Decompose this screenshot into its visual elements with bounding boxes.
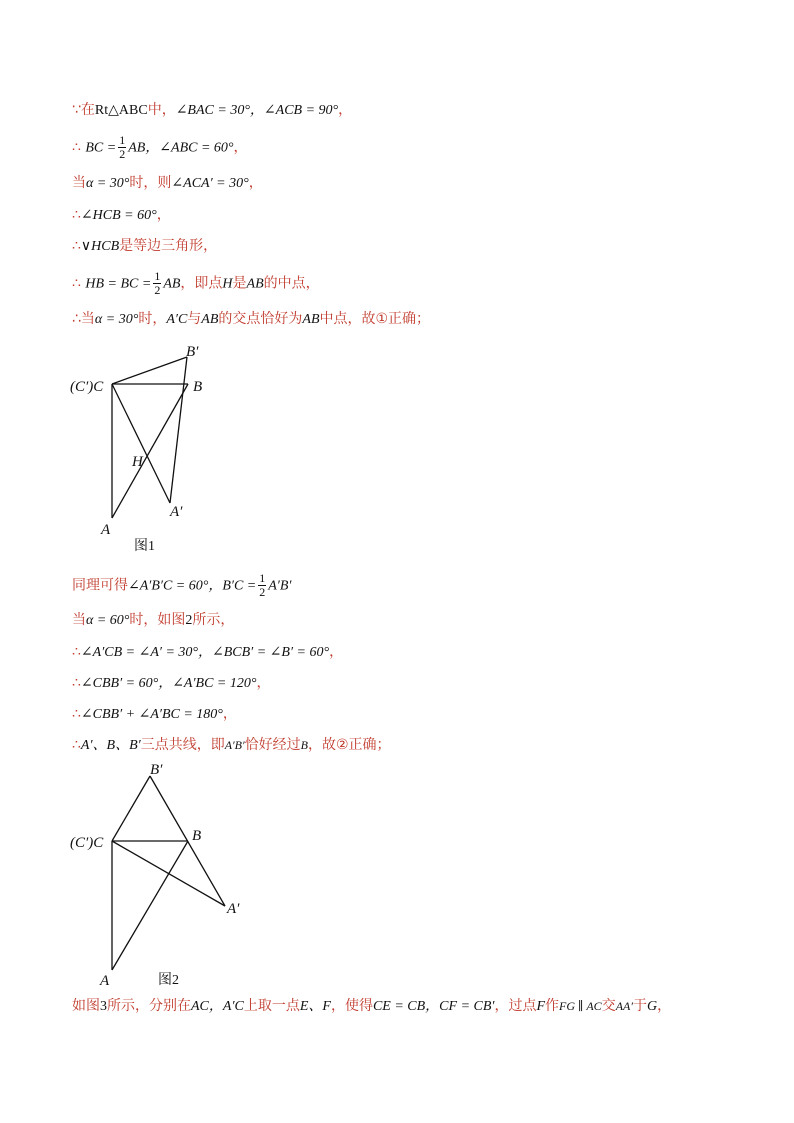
label-CC: (C′)C (70, 379, 104, 395)
t: ， (256, 675, 271, 691)
t: 当 (72, 612, 86, 628)
t: ∴ (72, 139, 86, 156)
t: ，故②正确； (307, 737, 391, 753)
line-6 (72, 270, 320, 297)
t: ，使得 (330, 998, 373, 1014)
t: ∴ (72, 207, 81, 223)
fraction (118, 134, 126, 161)
label-CC: (C′)C (70, 835, 104, 851)
t: BC = (85, 140, 117, 156)
t: ∴当 (72, 311, 95, 327)
t: ∠A′CB = ∠A′ = 30°，∠BCB′ = ∠B′ = 60° (80, 645, 330, 660)
segment-B1A1 (170, 357, 187, 503)
t: ，过点 (494, 998, 537, 1014)
t: 时， (138, 311, 167, 327)
t: α = 30° (94, 312, 139, 327)
line-9 (72, 610, 234, 631)
t: A′、B、B′ (80, 738, 141, 753)
t: ∵在 (72, 102, 95, 118)
line-5 (72, 236, 217, 257)
t: ∴ (72, 675, 81, 691)
t: ， (156, 207, 171, 223)
t: AB (163, 276, 181, 292)
line-2 (72, 134, 248, 161)
t: 2 (185, 613, 193, 628)
t: 中， (147, 102, 176, 118)
t: ， (657, 998, 672, 1014)
line-14 (72, 996, 671, 1017)
segment-AB (112, 841, 188, 970)
figure-2 (66, 758, 256, 990)
t: ， (338, 102, 353, 118)
line-4 (72, 205, 171, 226)
segment-CA1 (112, 384, 170, 503)
line-11 (72, 673, 270, 694)
t: 当 (72, 175, 86, 191)
t: α = 60° (86, 613, 130, 628)
t: AB (302, 312, 320, 327)
t: ∨HCB (80, 239, 120, 254)
line-13 (72, 735, 391, 756)
figure-2-caption: 图2 (158, 973, 179, 988)
t: 所示， (192, 612, 235, 628)
t: ， (222, 706, 237, 722)
t: Rt△ABC (94, 103, 148, 118)
t: 恰好经过 (244, 737, 301, 753)
t: 3 (100, 999, 107, 1014)
denominator: 2 (119, 147, 126, 161)
label-B: B (193, 379, 203, 395)
t: AA′ (615, 999, 633, 1013)
numerator: 1 (154, 269, 161, 283)
denominator: 2 (154, 283, 161, 297)
label-H: H (132, 454, 143, 470)
line-12 (72, 704, 237, 725)
line-10 (72, 642, 343, 663)
t: 所示，分别在 (107, 998, 191, 1014)
t: 交 (601, 998, 616, 1014)
denominator: 2 (259, 585, 266, 599)
t: 上取一点 (243, 998, 300, 1014)
label-B: B (192, 828, 202, 844)
t: ∠ACA′ = 30° (171, 176, 249, 191)
t: AB (201, 312, 219, 327)
t: FG ∥ AC (559, 999, 602, 1013)
t: ∴ (72, 238, 81, 254)
t: ， (233, 139, 248, 156)
line-1 (72, 100, 352, 121)
label-A1: A′ (170, 504, 183, 520)
t: 三点共线，即 (140, 737, 225, 753)
t: B (300, 738, 308, 752)
line-3 (72, 173, 263, 194)
t: 同理可得 (72, 577, 128, 594)
fraction (153, 270, 161, 297)
t: ， (248, 175, 263, 191)
label-A: A (100, 973, 110, 989)
t: 作 (545, 998, 560, 1014)
t: 如图 (72, 998, 100, 1014)
line-8 (72, 572, 291, 599)
t: ∠CBB′ = 60°，∠A′BC = 120° (80, 676, 257, 691)
t: F (536, 999, 546, 1014)
t: A′C (166, 312, 188, 327)
t: AC，A′C (191, 999, 244, 1014)
t: ∴ (72, 644, 81, 660)
segment-CB1 (112, 357, 187, 384)
t: 时，则 (129, 175, 172, 191)
t: ∠BAC = 30°，∠ACB = 90° (175, 103, 339, 118)
t: ， (329, 644, 344, 660)
label-B1: B′ (186, 344, 199, 360)
figure-1-caption: 图1 (134, 539, 155, 554)
t: A′B′ (224, 738, 245, 752)
label-B1: B′ (150, 762, 163, 778)
line-7 (72, 309, 430, 330)
t: ∴ (72, 275, 86, 292)
numerator: 1 (259, 571, 266, 585)
t: ∴ (72, 737, 81, 753)
t: CE = CB，CF = CB′ (372, 999, 495, 1014)
label-A: A (101, 522, 111, 538)
t: 是 (232, 275, 247, 292)
t: 时，如图 (129, 612, 186, 628)
t: A′B′ (268, 578, 292, 594)
t: H (222, 276, 233, 292)
t: 的中点， (263, 275, 320, 292)
figure-1 (66, 338, 236, 554)
t: ，即点 (180, 275, 223, 292)
t: AB (246, 276, 264, 292)
segment-CB1 (112, 776, 150, 841)
t: 中点，故①正确； (319, 311, 431, 327)
t: ∴ (72, 706, 81, 722)
t: 的交点恰好为 (218, 311, 303, 327)
t: ∠CBB′ + ∠A′BC = 180° (80, 707, 223, 722)
numerator: 1 (119, 133, 126, 147)
t: 是等边三角形， (119, 238, 218, 254)
t: G (646, 999, 658, 1014)
t: α = 30° (86, 176, 130, 191)
t: 与 (187, 311, 202, 327)
t: ∠A′B′C = 60°，B′C = (128, 578, 257, 594)
t: 于 (632, 998, 647, 1014)
label-A1: A′ (227, 901, 240, 917)
fraction (258, 572, 266, 599)
t: E、F (299, 999, 331, 1014)
t: AB，∠ABC = 60° (128, 140, 234, 156)
t: HB = BC = (85, 276, 152, 292)
t: ∠HCB = 60° (80, 208, 157, 223)
